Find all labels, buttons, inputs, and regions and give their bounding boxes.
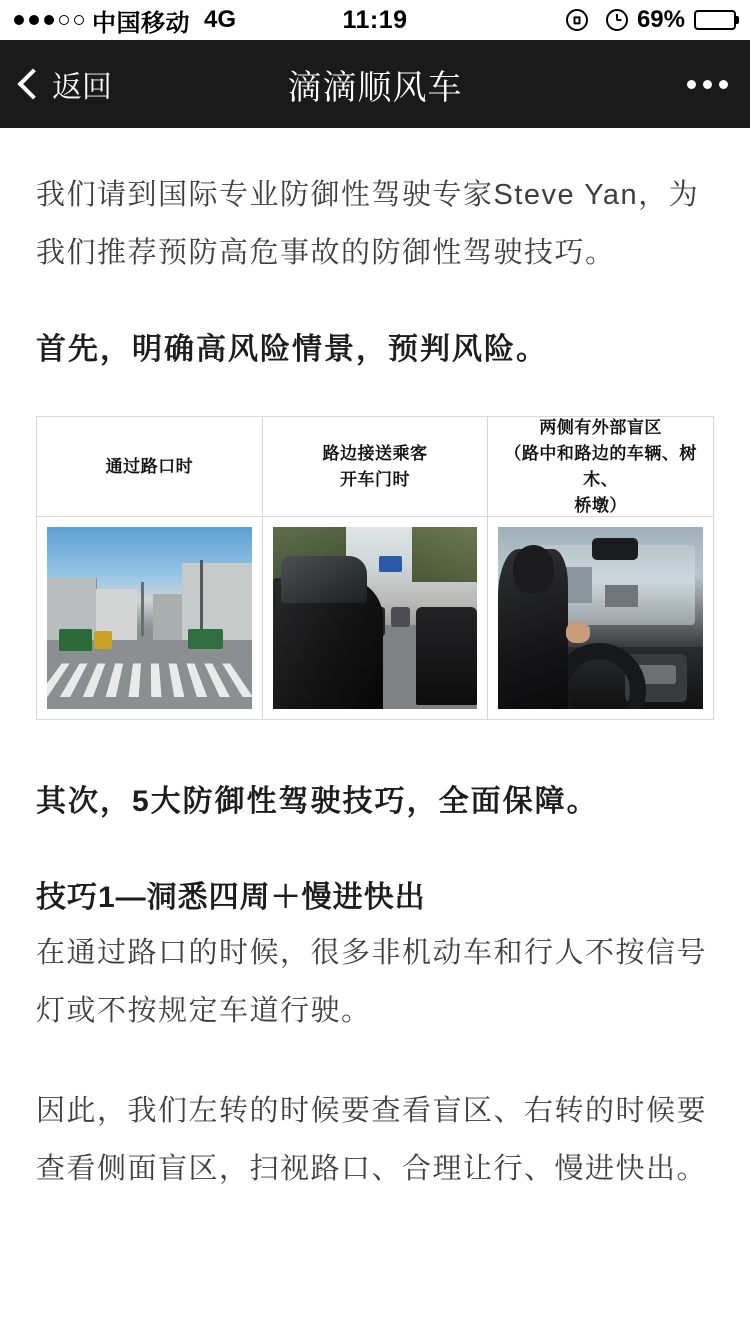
table-column-3-header [488,417,713,517]
alarm-clock-icon [606,9,628,31]
navigation-bar [0,40,750,128]
table-column-2-header [263,417,488,517]
table-column-1-header [37,417,262,517]
intro-paragraph: 我们请到国际专业防御性驾驶专家Steve Yan，为我们推荐预防高危事故的防御性驾驶技巧。 [36,179,700,269]
more-options-button[interactable] [687,80,728,89]
section-heading-1: 首先，明确高风险情景，预判风险。 [36,333,548,366]
table-column-2-image-wrap [263,517,488,719]
network-type-label: 4G [204,6,237,33]
risk-scenario-table [36,416,714,720]
back-button[interactable] [22,62,112,106]
more-dot-icon [703,80,712,89]
orientation-lock-icon [566,9,588,31]
driver-interior-photo [498,527,703,709]
table-column-1 [37,417,263,719]
page-title: 滴滴顺风车 [287,68,463,107]
tip-1-paragraph-2: 因此，我们左转的时候要查看盲区、右转的时候要查看侧面盲区，扫视路口、合理让行、慢进快出。 [36,1095,708,1185]
status-bar [0,0,750,40]
table-header-line: 路边接送乘客 [322,443,428,464]
table-header-line: （路中和路边的车辆、树木、 [504,443,697,490]
table-header-line: 通过路口时 [105,456,194,477]
status-bar-right [566,6,736,34]
table-column-3 [488,417,713,719]
table-header-line: 两侧有外部盲区 [539,417,662,438]
carrier-label: 中国移动 [92,9,190,37]
battery-icon [694,10,736,30]
table-header-line: 开车门时 [340,469,410,490]
car-door-photo [273,527,478,709]
table-column-1-image-wrap [37,517,262,719]
article-content [0,128,750,1198]
intersection-photo [47,527,252,709]
section-heading-2: 其次，5大防御性驾驶技巧，全面保障。 [36,785,599,818]
more-dot-icon [719,80,728,89]
tip-1-paragraph: 在通过路口的时候，很多非机动车和行人不按信号灯或不按规定车道行驶。 [36,937,708,1027]
more-dot-icon [687,80,696,89]
table-column-3-image-wrap [488,517,713,719]
battery-percent-label: 69% [636,6,685,33]
tip-1-title: 技巧1—洞悉四周＋慢进快出 [36,881,426,914]
table-header-line: 桥墩） [574,495,627,516]
chevron-left-icon [17,68,48,99]
table-column-2 [263,417,489,719]
clock-label: 11:19 [342,5,408,34]
back-button-label: 返回 [52,71,112,104]
